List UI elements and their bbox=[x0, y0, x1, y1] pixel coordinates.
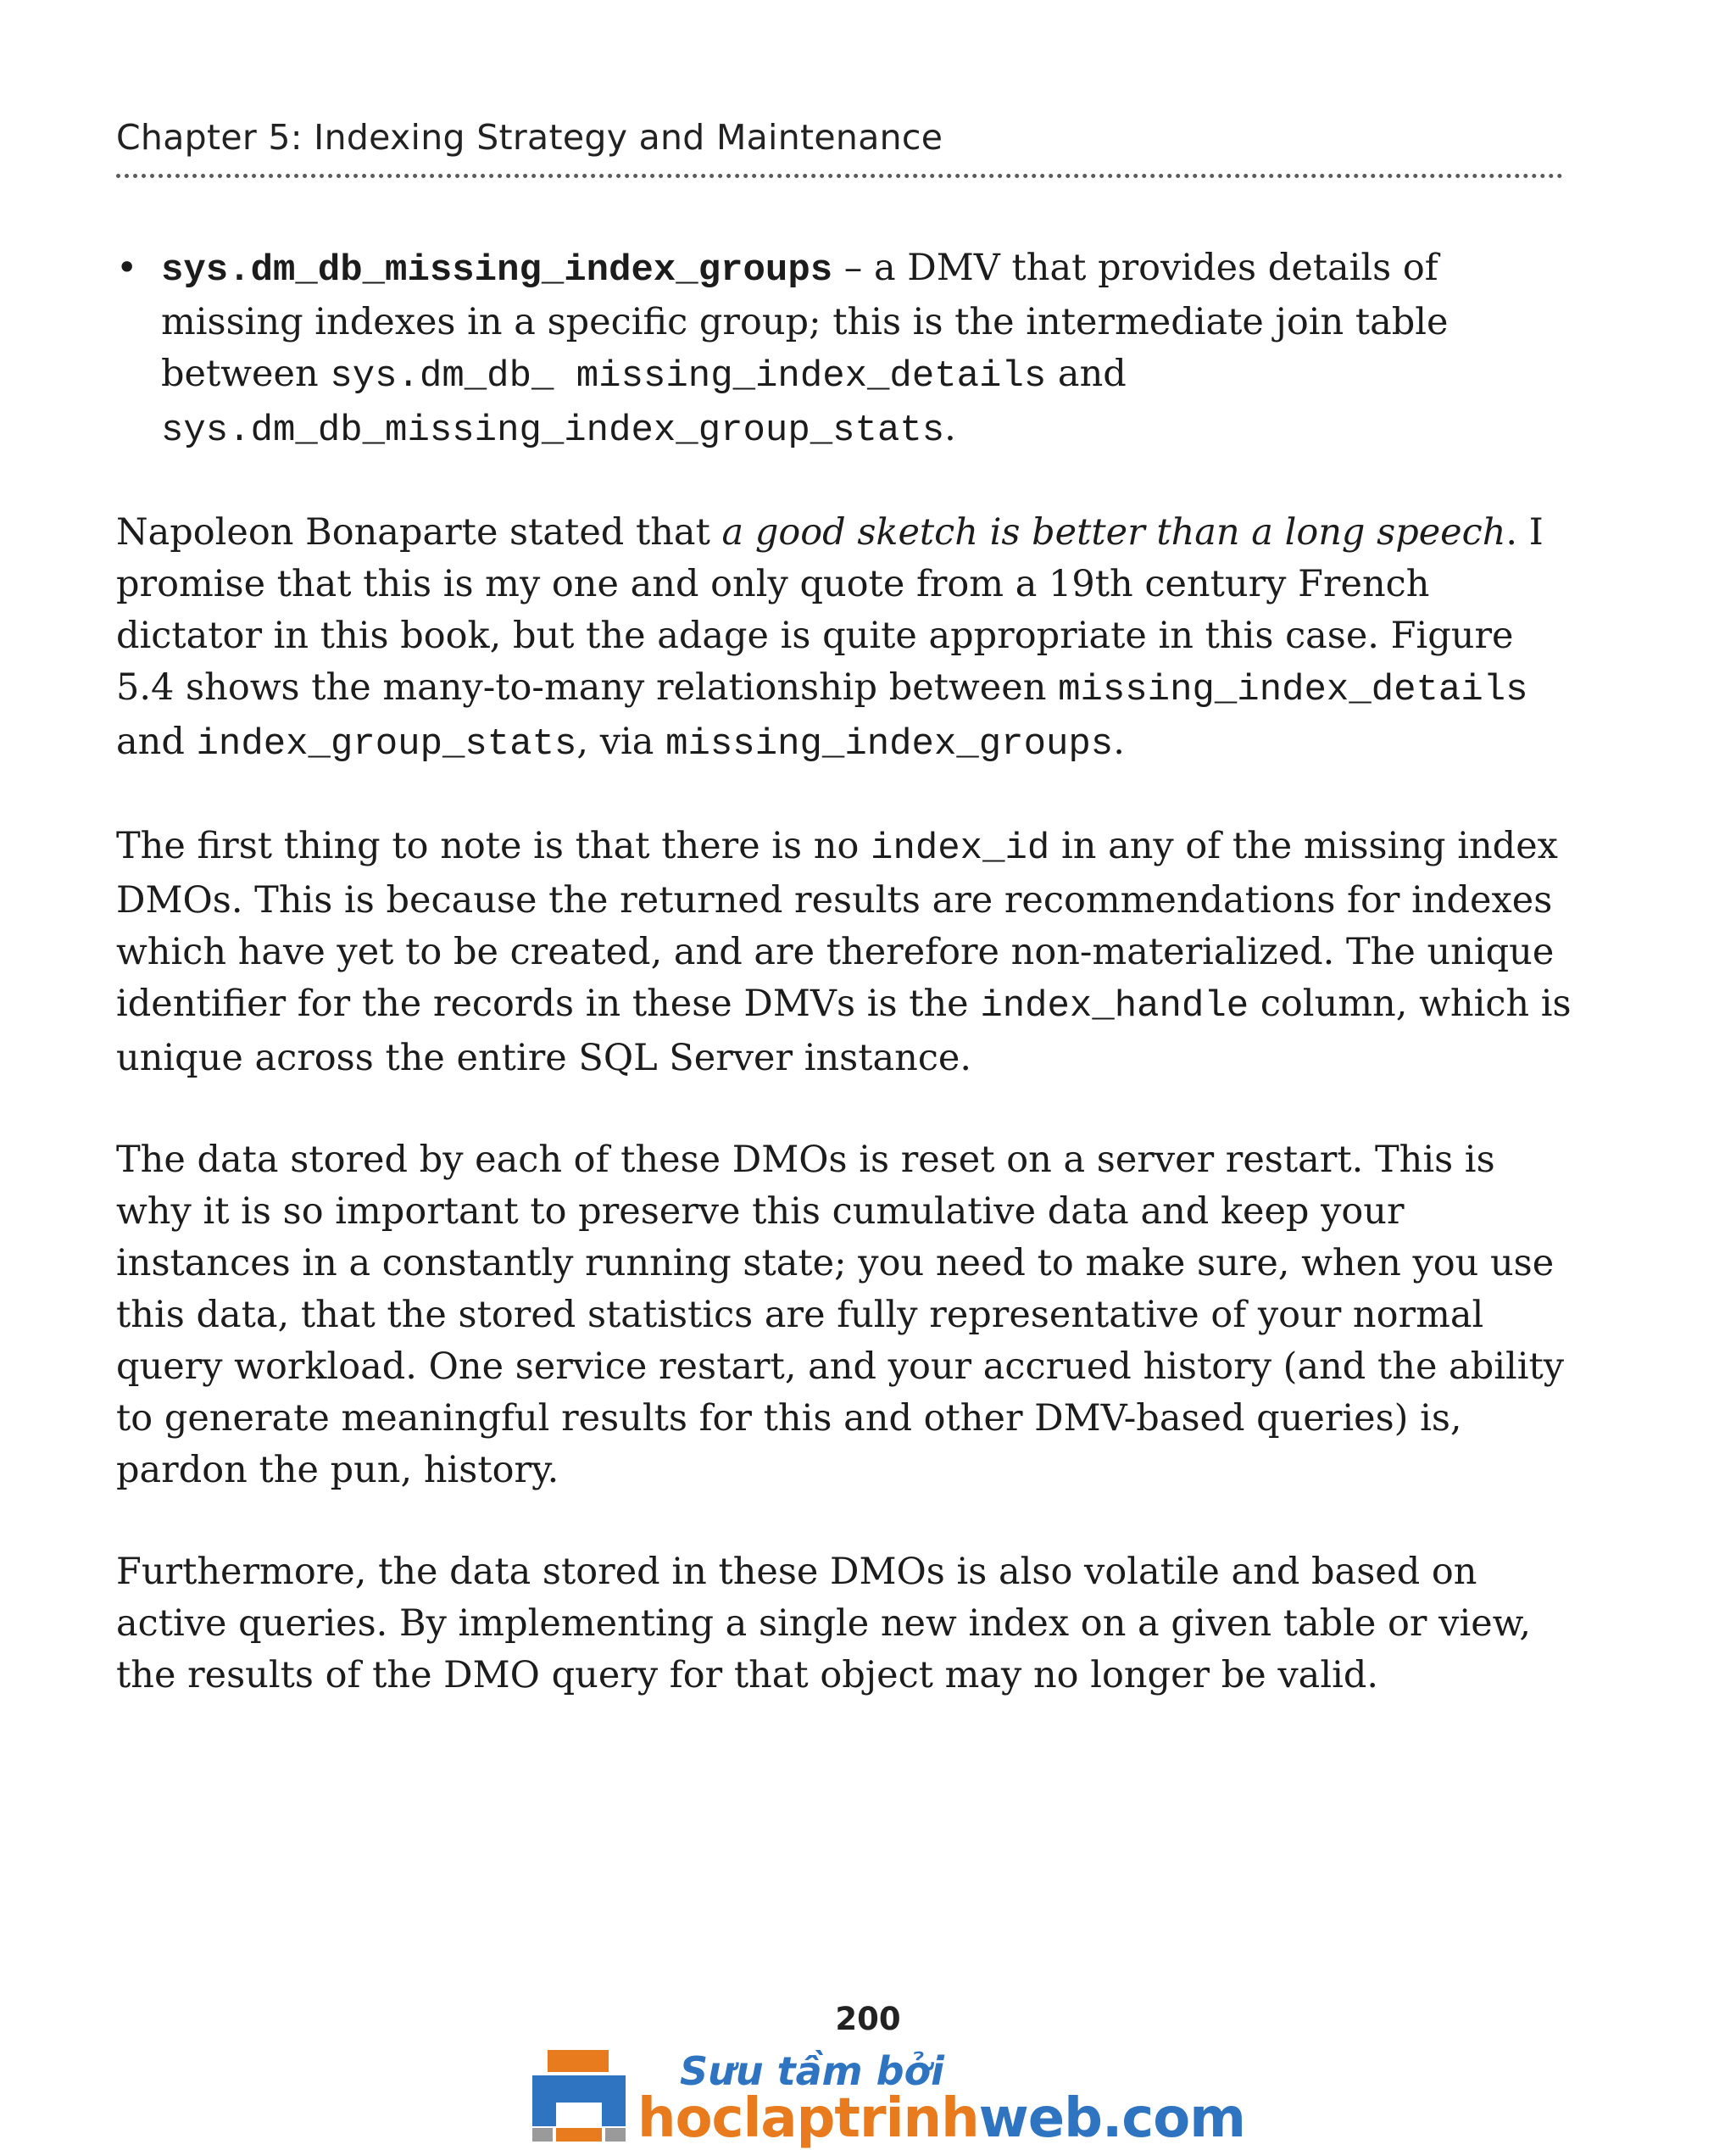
page-number: 200 bbox=[835, 2001, 901, 2037]
bullet-code-1: sys.dm_db_ missing_index_details bbox=[330, 355, 1047, 398]
para1-quote: a good sketch is better than a long speech bbox=[721, 511, 1506, 554]
bullet-text-1: – a DMV that provides details of missing indexes in a specific group; this is the intermediate join table between bbox=[161, 247, 1449, 395]
logo-icon bbox=[532, 2050, 626, 2142]
bullet-list-item bbox=[116, 242, 1574, 457]
paragraph-napoleon bbox=[116, 507, 1574, 771]
para2-text-2: in any of the missing index DMOs. This is because the returned results are recommendations for indexes which have yet to be created, and are therefore non-materialized. The unique identifier for the records in these DMVs is the bbox=[116, 825, 1558, 1025]
bullet-symbol: • bbox=[116, 247, 138, 289]
bullet-code-2: sys.dm_db_missing_index_group_stats bbox=[161, 409, 945, 452]
para1-code-1: missing_index_details bbox=[1058, 669, 1528, 711]
bullet-term: sys.dm_db_missing_index_groups bbox=[161, 249, 833, 292]
para1-text-4: , via bbox=[576, 721, 666, 763]
para1-text-5: . bbox=[1113, 721, 1125, 763]
para1-code-2: index_group_stats bbox=[196, 723, 577, 766]
header-divider bbox=[116, 174, 1563, 178]
logo-wordmark-part-2: web.com bbox=[978, 2087, 1245, 2150]
bullet-text-3: . bbox=[944, 407, 956, 449]
paragraph-volatile: Furthermore, the data stored in these DMOs is also volatile and based on active queries. By implementing a single new index on a given table or view, the results of the DMO query for that object may no longer be valid. bbox=[116, 1551, 1532, 1696]
para2-code-2: index_handle bbox=[980, 985, 1249, 1028]
para1-text-3: and bbox=[116, 721, 197, 763]
para2-code-1: index_id bbox=[871, 827, 1050, 870]
logo-wordmark bbox=[637, 2087, 1245, 2150]
para1-text-2: . I promise that this is my one and only quote from a 19th century French dictator in this book, but the adage is quite appropriate in this case. Figure 5.4 shows the many-to-many relationship between bbox=[116, 511, 1544, 709]
logo-tagline: Sưu tầm bởi bbox=[680, 2048, 944, 2094]
para1-text-1: Napoleon Bonaparte stated that bbox=[116, 511, 722, 554]
paragraph-index-id bbox=[116, 821, 1574, 1084]
paragraph-server-restart: The data stored by each of these DMOs is reset on a server restart. This is why it is so important to preserve this cumulative data and keep your instances in a constantly running state; you need to make sure, when you use this data, that the stored statistics are fully representative of your normal query workload. One service restart, and your accrued history (and the ability to generate meaningful results for this and other DMV-based queries) is, pardon the pun, history. bbox=[116, 1139, 1565, 1491]
para2-text-3: column, which is unique across the entire SQL Server instance. bbox=[116, 983, 1572, 1079]
bullet-text-2: and bbox=[1046, 353, 1127, 395]
chapter-header: Chapter 5: Indexing Strategy and Maintenance bbox=[116, 117, 943, 158]
logo-wordmark-part-1: hoclaptrinh bbox=[637, 2087, 979, 2150]
page-body bbox=[116, 242, 1574, 1752]
para1-code-3: missing_index_groups bbox=[665, 723, 1114, 766]
para2-text-1: The first thing to note is that there is no bbox=[116, 825, 871, 867]
